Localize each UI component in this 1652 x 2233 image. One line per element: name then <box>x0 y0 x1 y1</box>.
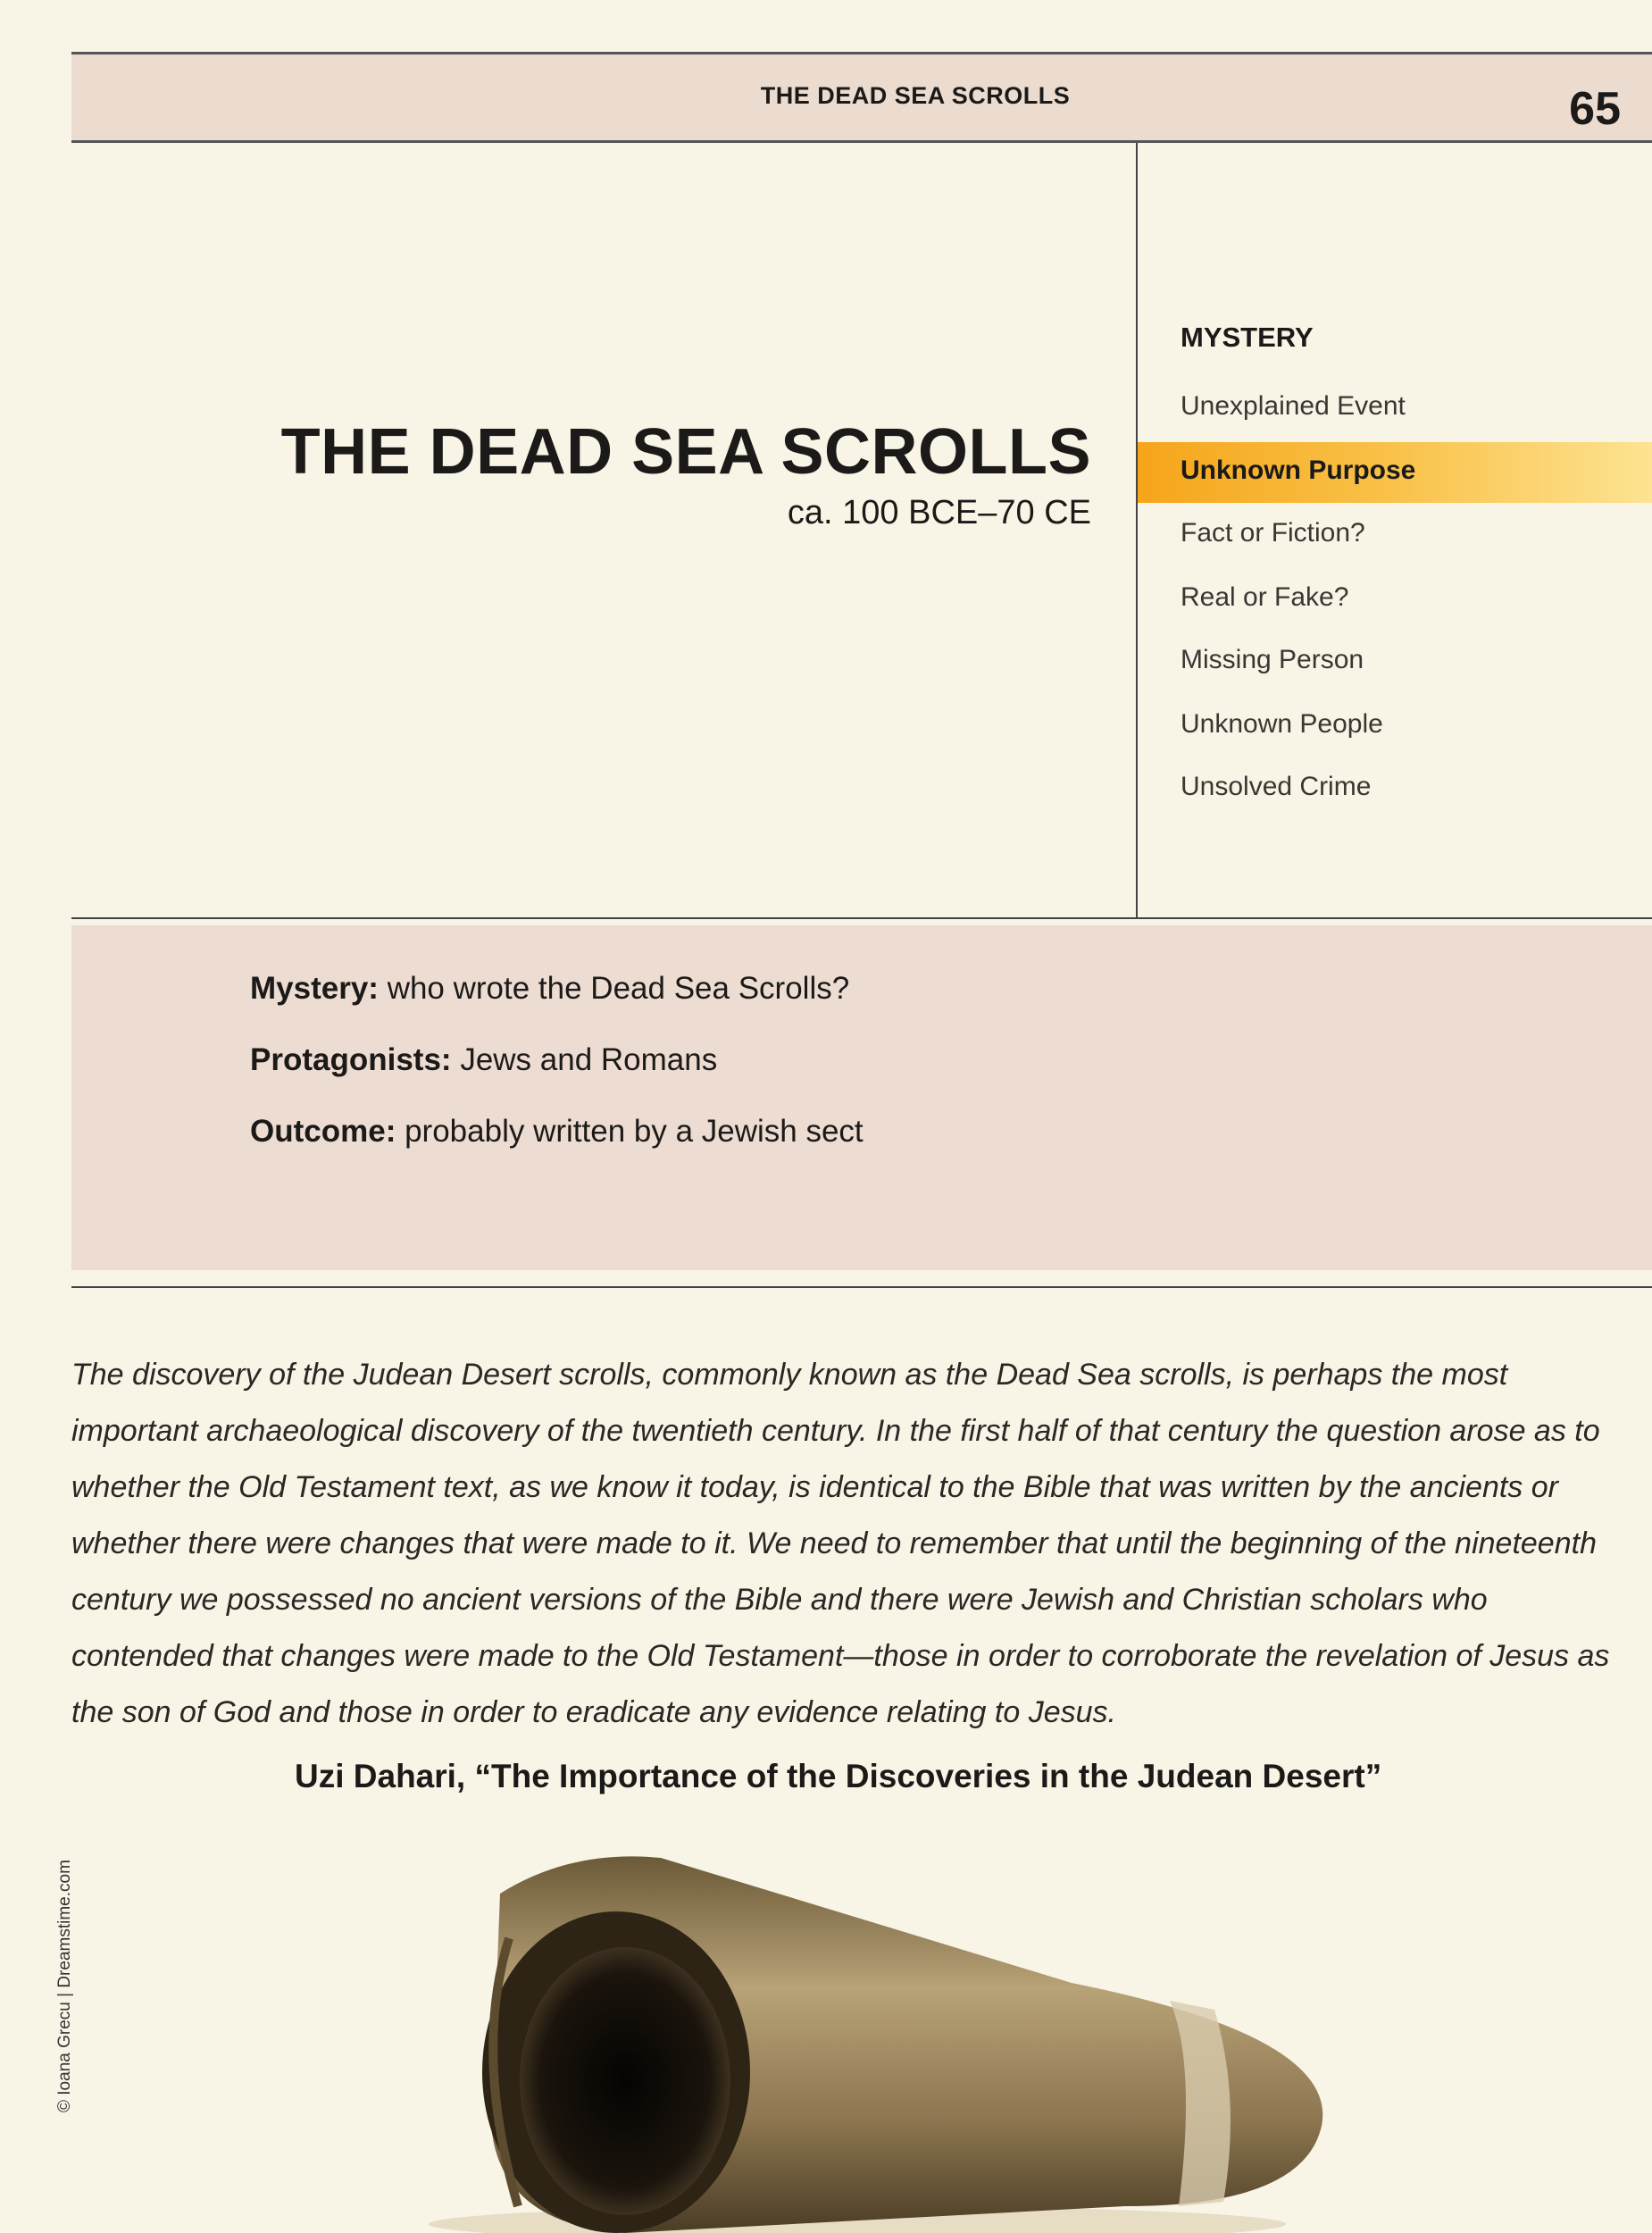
page-title: THE DEAD SEA SCROLLS <box>280 416 1091 488</box>
section-rule <box>71 1286 1652 1288</box>
fact-protagonists <box>250 1042 717 1078</box>
scroll-opening <box>520 1947 730 2215</box>
category-heading: MYSTERY <box>1181 322 1314 353</box>
column-divider <box>1136 143 1138 918</box>
category-item: Unexplained Event <box>1181 391 1406 421</box>
category-item: Real or Fake? <box>1181 582 1349 612</box>
running-title: THE DEAD SEA SCROLLS <box>760 82 1071 109</box>
fact-mystery <box>250 971 849 1007</box>
scroll-photo <box>393 1831 1375 2233</box>
date-range: ca. 100 BCE–70 CE <box>787 494 1091 531</box>
section-rule <box>71 917 1652 919</box>
epigraph-quote: The discovery of the Judean Desert scrolls, commonly known as the Dead Sea scrolls, is perhaps the most important archaeological discovery of the twentieth century. In the first half of that century the question arose as to whether the Old Testament text, as we know it today, is identical to the Bible that was written by the ancients or whether there were changes that were made to it. We need to remember that until the beginning of the nineteenth century we possessed no ancient versions of the Bible and there were Jewish and Christian scholars who contended that changes were made to the Old Testament—those in order to corroborate the revelation of Jesus as the son of God and those in order to eradicate any evidence relating to Jesus. <box>71 1358 1610 1729</box>
fact-label: Outcome: <box>250 1114 396 1149</box>
photo-credit: © Ioana Grecu | Dreamstime.com <box>55 1860 74 2112</box>
category-item: Unsolved Crime <box>1181 772 1372 801</box>
fact-outcome <box>250 1114 864 1150</box>
header-bottom-rule <box>71 140 1652 143</box>
fact-value: Jews and Romans <box>460 1042 718 1077</box>
category-item-selected: Unknown Purpose <box>1181 456 1416 485</box>
category-item: Unknown People <box>1181 709 1383 739</box>
fact-label: Mystery: <box>250 971 379 1006</box>
category-item: Missing Person <box>1181 645 1364 674</box>
fact-value: who wrote the Dead Sea Scrolls? <box>387 971 850 1006</box>
page-number: 65 <box>1569 83 1621 135</box>
fact-value: probably written by a Jewish sect <box>405 1114 864 1149</box>
quote-attribution: Uzi Dahari, “The Importance of the Discoveries in the Judean Desert” <box>295 1758 1382 1794</box>
fact-label: Protagonists: <box>250 1042 452 1077</box>
category-item: Fact or Fiction? <box>1181 518 1365 548</box>
